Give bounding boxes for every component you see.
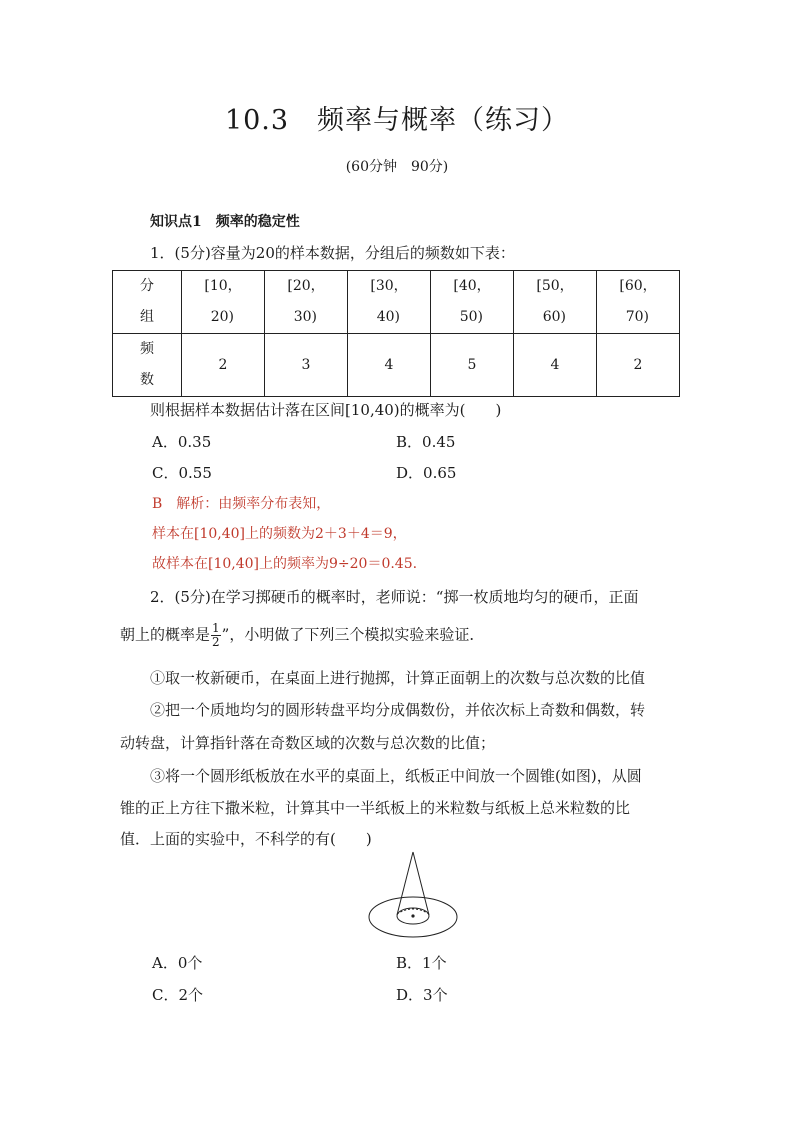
q1-option-b: B．0.45 [396, 433, 456, 451]
cone-right-edge [413, 852, 429, 915]
page-title: 10.3 频率与概率（练习） [224, 105, 570, 136]
table-cell-group: [40， 50) [431, 271, 514, 334]
table-cell-group: [50， 60) [514, 271, 597, 334]
table-cell-frequency: 4 [348, 334, 431, 397]
q1-option-c: C．0.55 [152, 464, 212, 482]
table-cell-frequency: 2 [182, 334, 265, 397]
q1-question: 则根据样本数据估计落在区间[10,40)的概率为( ) [150, 401, 502, 419]
table-row-groups [113, 271, 680, 334]
table-cell-group: [20， 30) [265, 271, 348, 334]
table-cell-frequency: 4 [514, 334, 597, 397]
q2-item-3-line-3: 值．上面的实验中，不科学的有( ) [120, 830, 372, 848]
q2-option-b: B．1个 [396, 954, 447, 972]
q2-item-2-line-1: ②把一个质地均匀的圆形转盘平均分成偶数份，并依次标上奇数和偶数，转 [150, 701, 646, 719]
cone-center-point [411, 914, 414, 917]
fraction-one-half: $\frac{1}{2}$ [212, 621, 220, 649]
q2-item-3-line-1: ③将一个圆形纸板放在水平的桌面上，纸板正中间放一个圆锥(如图)，从圆 [150, 767, 642, 785]
q2-item-3-line-2: 锥的正上方往下撒米粒，计算其中一半纸板上的米粒数与纸板上总米粒数的比 [120, 799, 631, 817]
table-row-frequencies [113, 334, 680, 397]
q1-solution-line-1: B 解析：由频率分布表知， [152, 496, 331, 512]
q1-solution-line-3: 故样本在[10,40]上的频率为9÷20＝0.45. [152, 556, 418, 572]
table-cell-frequency: 2 [597, 334, 680, 397]
table-cell-group: [30， 40) [348, 271, 431, 334]
section-heading: 知识点1 频率的稳定性 [150, 214, 300, 230]
q1-stem: 1．(5分)容量为20的样本数据，分组后的频数如下表： [150, 244, 515, 262]
table-cell-group: [60， 70) [597, 271, 680, 334]
time-score-note: (60分钟 90分) [345, 159, 449, 175]
table-cell-group: [10， 20) [182, 271, 265, 334]
table-cell-frequency: 5 [431, 334, 514, 397]
q2-item-1: ①取一枚新硬币，在桌面上进行抛掷，计算正面朝上的次数与总次数的比值 [150, 669, 646, 687]
q2-line-1: 2．(5分)在学习掷硬币的概率时，老师说：“掷一枚质地均匀的硬币，正面 [150, 588, 639, 606]
table-cell-frequency: 3 [265, 334, 348, 397]
q1-option-a: A．0.35 [152, 433, 212, 451]
q2-option-a: A．0个 [152, 954, 203, 972]
table-header-frequency: 频 数 [113, 334, 182, 397]
q2-line-2: 朝上的概率是 $\frac{1}{2}$ ”，小明做了下列三个模拟实验来验证． [120, 621, 485, 649]
q2-option-c: C．2个 [152, 986, 204, 1004]
q2-item-2-line-2: 动转盘，计算指针落在奇数区域的次数与总次数的比值； [120, 734, 496, 752]
cone-on-disc-figure [360, 848, 470, 944]
cone-left-edge [397, 852, 413, 915]
q2-option-d: D．3个 [396, 986, 448, 1004]
frequency-table [112, 270, 680, 397]
q1-option-d: D．0.65 [396, 464, 457, 482]
q1-solution-line-2: 样本在[10,40]上的频数为2＋3＋4＝9， [152, 526, 407, 542]
table-header-group: 分 组 [113, 271, 182, 334]
